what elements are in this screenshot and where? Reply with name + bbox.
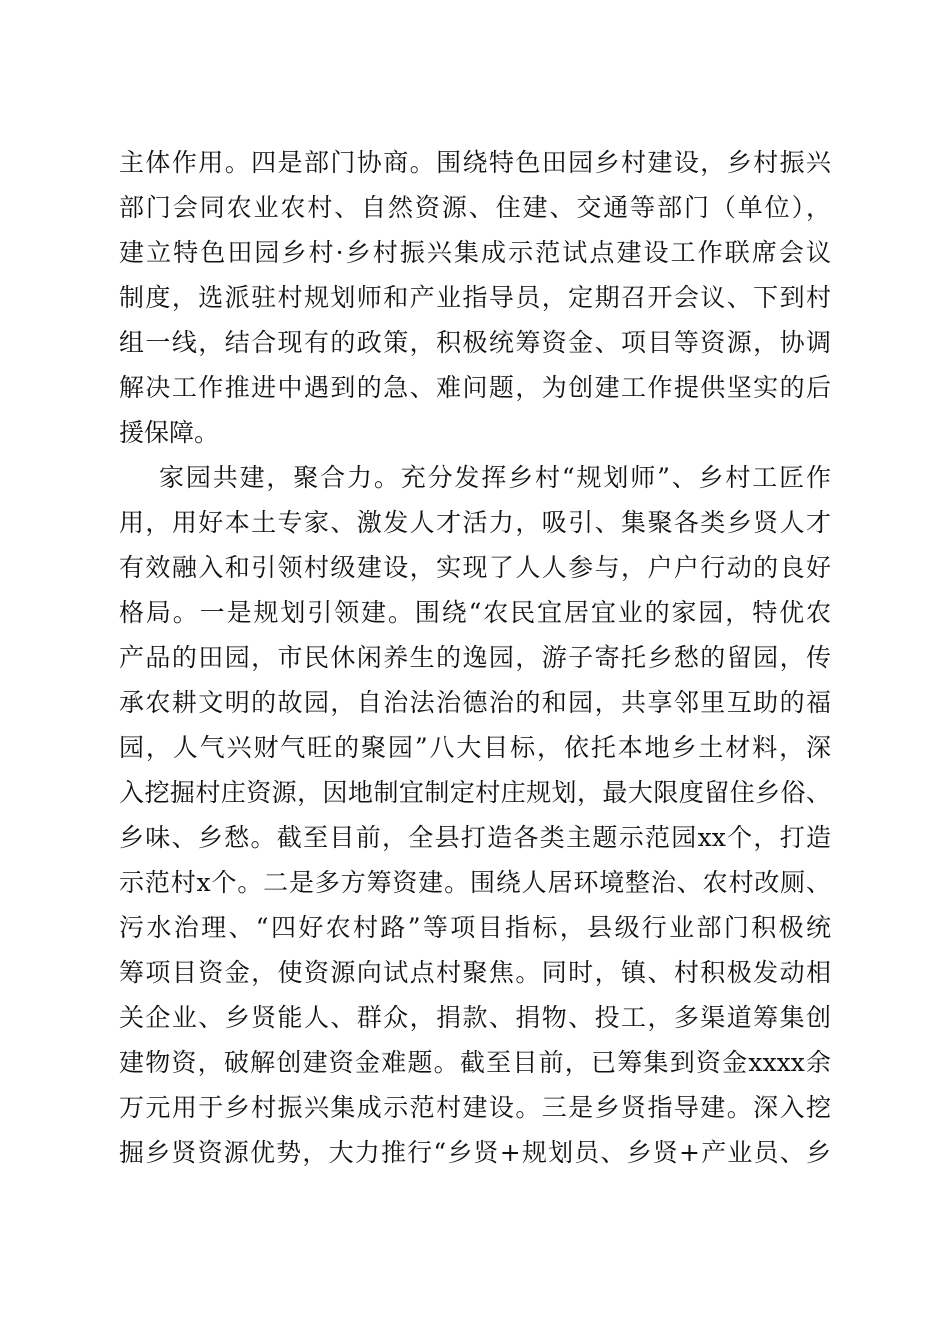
text-line: 入挖掘村庄资源，因地制宜制定村庄规划，最大限度留住乡俗、 bbox=[119, 778, 831, 807]
text-line: 污水治理、“四好农村路”等项目指标，县级行业部门积极统 bbox=[119, 913, 831, 942]
text-line: 用，用好本土专家、激发人才活力，吸引、集聚各类乡贤人才 bbox=[119, 508, 831, 537]
text-line: 主体作用。四是部门协商。围绕特色田园乡村建设，乡村振兴 bbox=[119, 148, 831, 177]
body-text bbox=[119, 140, 831, 1175]
text-line: 制度，选派驻村规划师和产业指导员，定期召开会议、下到村 bbox=[119, 283, 831, 312]
text-line: 家园共建，聚合力。充分发挥乡村“规划师”、乡村工匠作 bbox=[159, 463, 831, 492]
text-line: 解决工作推进中遇到的急、难问题，为创建工作提供坚实的后 bbox=[119, 373, 831, 402]
text-line: 建物资，破解创建资金难题。截至目前，已筹集到资金xxxx余 bbox=[119, 1048, 831, 1077]
text-line: 万元用于乡村振兴集成示范村建设。三是乡贤指导建。深入挖 bbox=[119, 1093, 831, 1122]
text-line: 掘乡贤资源优势，大力推行“乡贤+规划员、乡贤+产业员、乡 bbox=[119, 1138, 831, 1167]
text-line: 关企业、乡贤能人、群众，捐款、捐物、投工，多渠道筹集创 bbox=[119, 1003, 831, 1032]
text-line: 承农耕文明的故园，自治法治德治的和园，共享邻里互助的福 bbox=[119, 688, 831, 717]
text-line: 产品的田园，市民休闲养生的逸园，游子寄托乡愁的留园，传 bbox=[119, 643, 831, 672]
text-line: 示范村x个。二是多方筹资建。围绕人居环境整治、农村改厕、 bbox=[119, 868, 831, 897]
text-line: 乡味、乡愁。截至目前，全县打造各类主题示范园xx个，打造 bbox=[119, 823, 831, 852]
text-line: 格局。一是规划引领建。围绕“农民宜居宜业的家园，特优农 bbox=[119, 598, 831, 627]
text-line: 部门会同农业农村、自然资源、住建、交通等部门（单位）， bbox=[119, 193, 831, 222]
text-line: 有效融入和引领村级建设，实现了人人参与，户户行动的良好 bbox=[119, 553, 831, 582]
text-line: 组一线，结合现有的政策，积极统筹资金、项目等资源，协调 bbox=[119, 328, 831, 357]
text-line: 援保障。 bbox=[119, 418, 220, 447]
text-line: 园，人气兴财气旺的聚园”八大目标，依托本地乡土材料，深 bbox=[119, 733, 831, 762]
text-line: 筹项目资金，使资源向试点村聚焦。同时，镇、村积极发动相 bbox=[119, 958, 831, 987]
text-line: 建立特色田园乡村·乡村振兴集成示范试点建设工作联席会议 bbox=[119, 238, 831, 267]
